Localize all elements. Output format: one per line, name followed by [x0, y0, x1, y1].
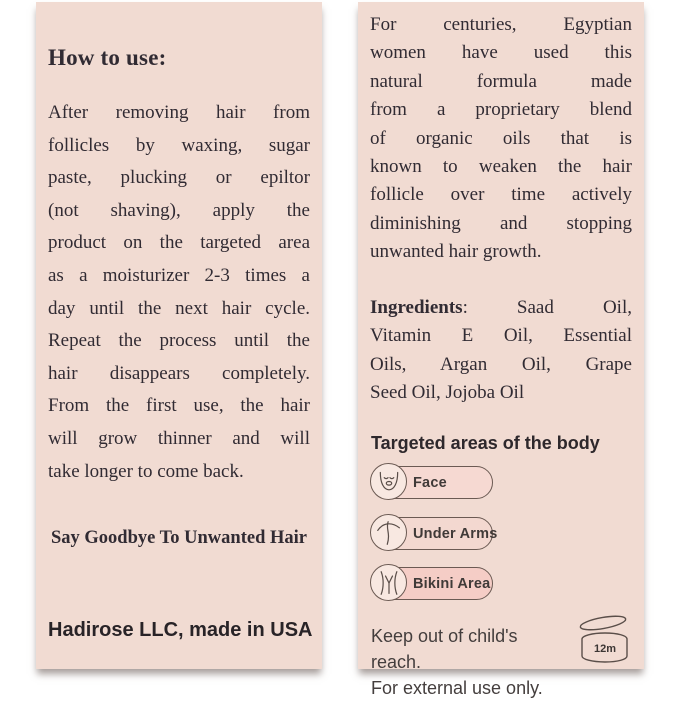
text-line: Repeat the process until the [48, 330, 310, 352]
ingredients-label: Ingredients [370, 297, 463, 318]
target-area-underarms [371, 517, 498, 550]
pill-label: Face [413, 474, 447, 491]
text-line: women have used this [370, 42, 632, 64]
text-line: as a moisturizer 2-3 times a [48, 264, 310, 286]
text-line: product on the targeted area [48, 232, 310, 254]
target-area-bikini [371, 567, 493, 600]
text-line: From the first use, the hair [48, 395, 310, 417]
text-line: diminishing and stopping [370, 212, 632, 234]
pill-label: Under Arms [413, 525, 498, 542]
text-line: natural formula made [370, 70, 632, 92]
intro-text [370, 11, 632, 267]
text-line: take longer to come back. [48, 460, 244, 482]
text-line: After removing hair from [48, 102, 310, 123]
target-area-face [371, 466, 493, 499]
face-icon [370, 463, 407, 500]
text-line: Vitamin E Oil, Essential [370, 325, 632, 347]
text-line: paste, plucking or epiltor [48, 167, 310, 189]
warning-line: For external use only. [371, 678, 543, 698]
period-after-opening-icon [561, 612, 631, 666]
ingredients-text [370, 294, 632, 408]
bikini-icon [370, 564, 407, 601]
text-line: will grow thinner and will [48, 427, 310, 449]
how-to-use-heading: How to use: [48, 45, 167, 71]
text-line: Oils, Argan Oil, Grape [370, 353, 632, 375]
ingredients-lines [370, 322, 632, 407]
text-line: hair disappears completely. [48, 362, 310, 384]
text-line: (not shaving), apply the [48, 199, 310, 221]
targeted-areas-heading: Targeted areas of the body [371, 433, 600, 453]
underarms-icon [370, 514, 407, 551]
warning-text [371, 623, 571, 701]
ingredients-first-line [370, 294, 632, 322]
text-line: follicle over time actively [370, 184, 632, 206]
text-line: For centuries, Egyptian [370, 14, 632, 35]
pao-duration: 12m [593, 643, 617, 655]
how-to-use-text [48, 97, 310, 488]
text-line: day until the next hair cycle. [48, 297, 310, 319]
text-line: Seed Oil, Jojoba Oil [370, 382, 525, 404]
text-line: of organic oils that is [370, 127, 632, 149]
manufacturer-text: Hadirose LLC, made in USA [48, 619, 313, 641]
text-line: from a proprietary blend [370, 99, 632, 121]
pill-label: Bikini Area [413, 575, 491, 592]
ingredients-rest: : Saad Oil, [462, 297, 632, 318]
warning-line: Keep out of child's reach. [371, 626, 518, 672]
tagline-text: Say Goodbye To Unwanted Hair [51, 528, 307, 548]
right-panel [358, 2, 644, 698]
left-panel [36, 2, 322, 669]
text-line: known to weaken the hair [370, 156, 632, 178]
text-line: follicles by waxing, sugar [48, 134, 310, 156]
text-line: unwanted hair growth. [370, 241, 542, 263]
